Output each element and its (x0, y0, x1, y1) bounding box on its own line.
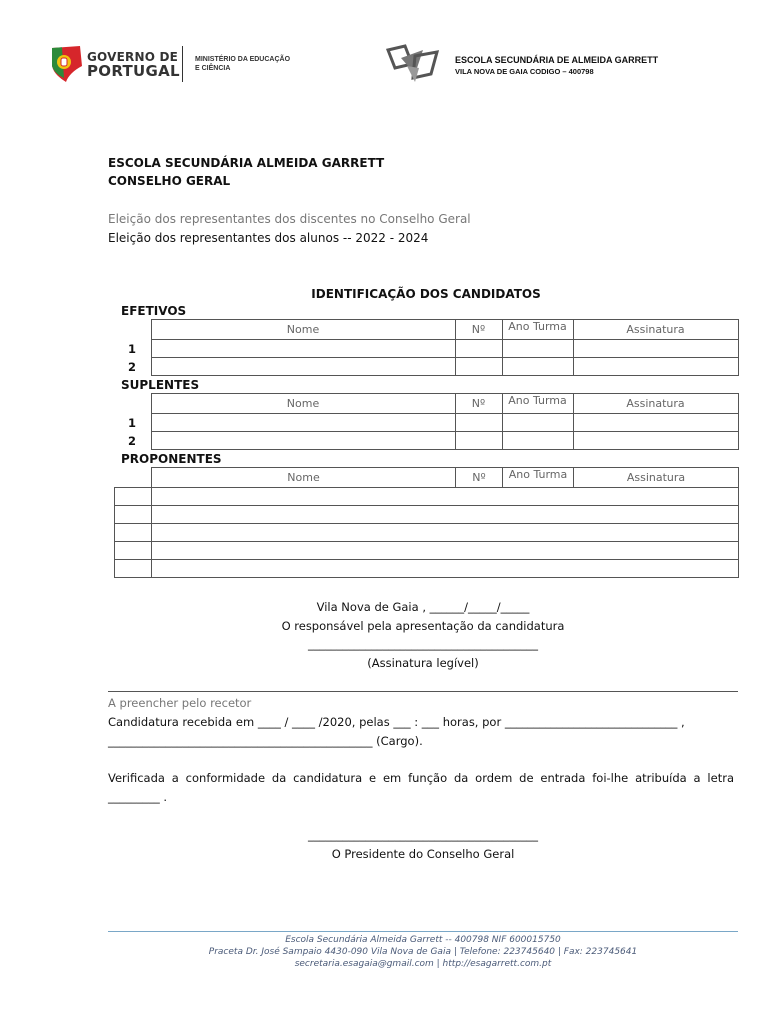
school-header-address: VILA NOVA DE GAIA CODIGO – 400798 (455, 67, 594, 76)
table-row (114, 432, 738, 450)
cargo-line: ______________________________________________ (Cargo). (108, 734, 423, 748)
school-logo (385, 44, 440, 84)
col-ano-turma: Ano Turma (503, 468, 574, 488)
col-assinatura: Assinatura (573, 320, 738, 340)
verification-text: Verificada a conformidade da candidatura e em função da ordem de entrada foi-lhe atribuída a letra (108, 771, 734, 785)
school-header-name: ESCOLA SECUNDÁRIA DE ALMEIDA GARRETT (455, 55, 659, 65)
received-line: Candidatura recebida em ____ / ____ /2020, pelas ___ : ___ horas, por ______________________________ , (108, 715, 685, 729)
school-title: ESCOLA SECUNDÁRIA ALMEIDA GARRETT (108, 156, 385, 170)
name-cell[interactable] (151, 432, 455, 450)
gov-line-1: GOVERNO DE (87, 50, 179, 64)
col-nome: Nome (151, 394, 455, 414)
government-logo (50, 44, 84, 84)
ministry-line-1: MINISTÉRIO DA EDUCAÇÃO (195, 56, 291, 63)
school-emblem-icon (385, 44, 440, 84)
col-assinatura: Assinatura (573, 394, 738, 414)
signature-cell[interactable] (573, 432, 738, 450)
letter-line: _________ . (108, 790, 168, 804)
col-no: Nº (455, 320, 502, 340)
signature-cell[interactable] (573, 414, 738, 432)
suplentes-table (114, 393, 739, 450)
name-cell[interactable] (151, 340, 455, 358)
col-ano-turma: Ano Turma (502, 320, 573, 340)
efetivos-label: EFETIVOS (121, 304, 187, 318)
class-cell[interactable] (502, 432, 573, 450)
signature-cell[interactable] (573, 340, 738, 358)
row-number: 1 (128, 415, 137, 430)
proponent-cell[interactable] (152, 506, 739, 524)
class-cell[interactable] (502, 414, 573, 432)
school-header (455, 55, 658, 76)
row-number: 2 (128, 433, 137, 448)
proponentes-label: PROPONENTES (121, 452, 222, 466)
table-header-row (114, 394, 738, 414)
election-title-old: Eleição dos representantes dos discentes no Conselho Geral (108, 212, 471, 226)
number-cell[interactable] (455, 432, 502, 450)
row-number: 2 (128, 359, 137, 374)
number-cell[interactable] (455, 414, 502, 432)
table-row (115, 524, 739, 542)
election-title: Eleição dos representantes dos alunos -- 2022 - 2024 (108, 231, 429, 245)
proponent-cell[interactable] (152, 560, 739, 578)
date-line: Vila Nova de Gaia , ______/_____/_____ (316, 600, 530, 614)
footer (38, 934, 770, 970)
footer-line-1: Escola Secundária Almeida Garrett -- 400798 NIF 600015750 (285, 935, 561, 945)
table-row (114, 340, 738, 358)
number-cell[interactable] (455, 358, 502, 376)
col-no: Nº (455, 394, 502, 414)
table-row (114, 414, 738, 432)
header-divider (182, 46, 183, 82)
receiver-heading: A preencher pelo recetor (108, 696, 252, 710)
table-header-row (114, 320, 738, 340)
table-row (115, 506, 739, 524)
class-cell[interactable] (502, 340, 573, 358)
col-nome: Nome (152, 468, 456, 488)
class-cell[interactable] (502, 358, 573, 376)
proponent-cell[interactable] (152, 488, 739, 506)
ministry-name (195, 55, 290, 73)
table-row (115, 542, 739, 560)
row-number: 1 (128, 341, 137, 356)
col-nome: Nome (151, 320, 455, 340)
col-ano-turma: Ano Turma (502, 394, 573, 414)
table-row (115, 560, 739, 578)
responsible-sign-line: ________________________________________ (308, 637, 538, 651)
name-cell[interactable] (151, 358, 455, 376)
president-label: O Presidente do Conselho Geral (331, 847, 515, 861)
footer-divider (108, 931, 738, 932)
efetivos-table (114, 319, 739, 376)
table-row (115, 488, 739, 506)
proponentes-table (114, 467, 739, 578)
identification-heading: IDENTIFICAÇÃO DOS CANDIDATOS (311, 287, 541, 301)
government-name (87, 50, 180, 78)
proponent-cell[interactable] (152, 524, 739, 542)
signature-cell[interactable] (573, 358, 738, 376)
ministry-line-2: E CIÊNCIA (195, 65, 231, 72)
section-divider (108, 691, 738, 692)
council-title: CONSELHO GERAL (108, 174, 231, 188)
responsible-label: O responsável pela apresentação da candidatura (281, 619, 565, 633)
president-sign-line: ________________________________________ (308, 828, 538, 842)
footer-line-2: Praceta Dr. José Sampaio 4430-090 Vila Nova de Gaia | Telefone: 223745640 | Fax: 223745641 (208, 947, 638, 957)
proponent-cell[interactable] (152, 542, 739, 560)
col-no: Nº (456, 468, 503, 488)
gov-line-2: PORTUGAL (87, 62, 180, 80)
footer-line-3: secretaria.esagaia@gmail.com | http://esagarrett.com.pt (294, 959, 552, 969)
portugal-flag-icon (50, 44, 84, 84)
legible-label: (Assinatura legível) (367, 656, 479, 670)
number-cell[interactable] (455, 340, 502, 358)
table-header-row (115, 468, 739, 488)
suplentes-label: SUPLENTES (121, 378, 200, 392)
table-row (114, 358, 738, 376)
name-cell[interactable] (151, 414, 455, 432)
col-assinatura: Assinatura (574, 468, 739, 488)
